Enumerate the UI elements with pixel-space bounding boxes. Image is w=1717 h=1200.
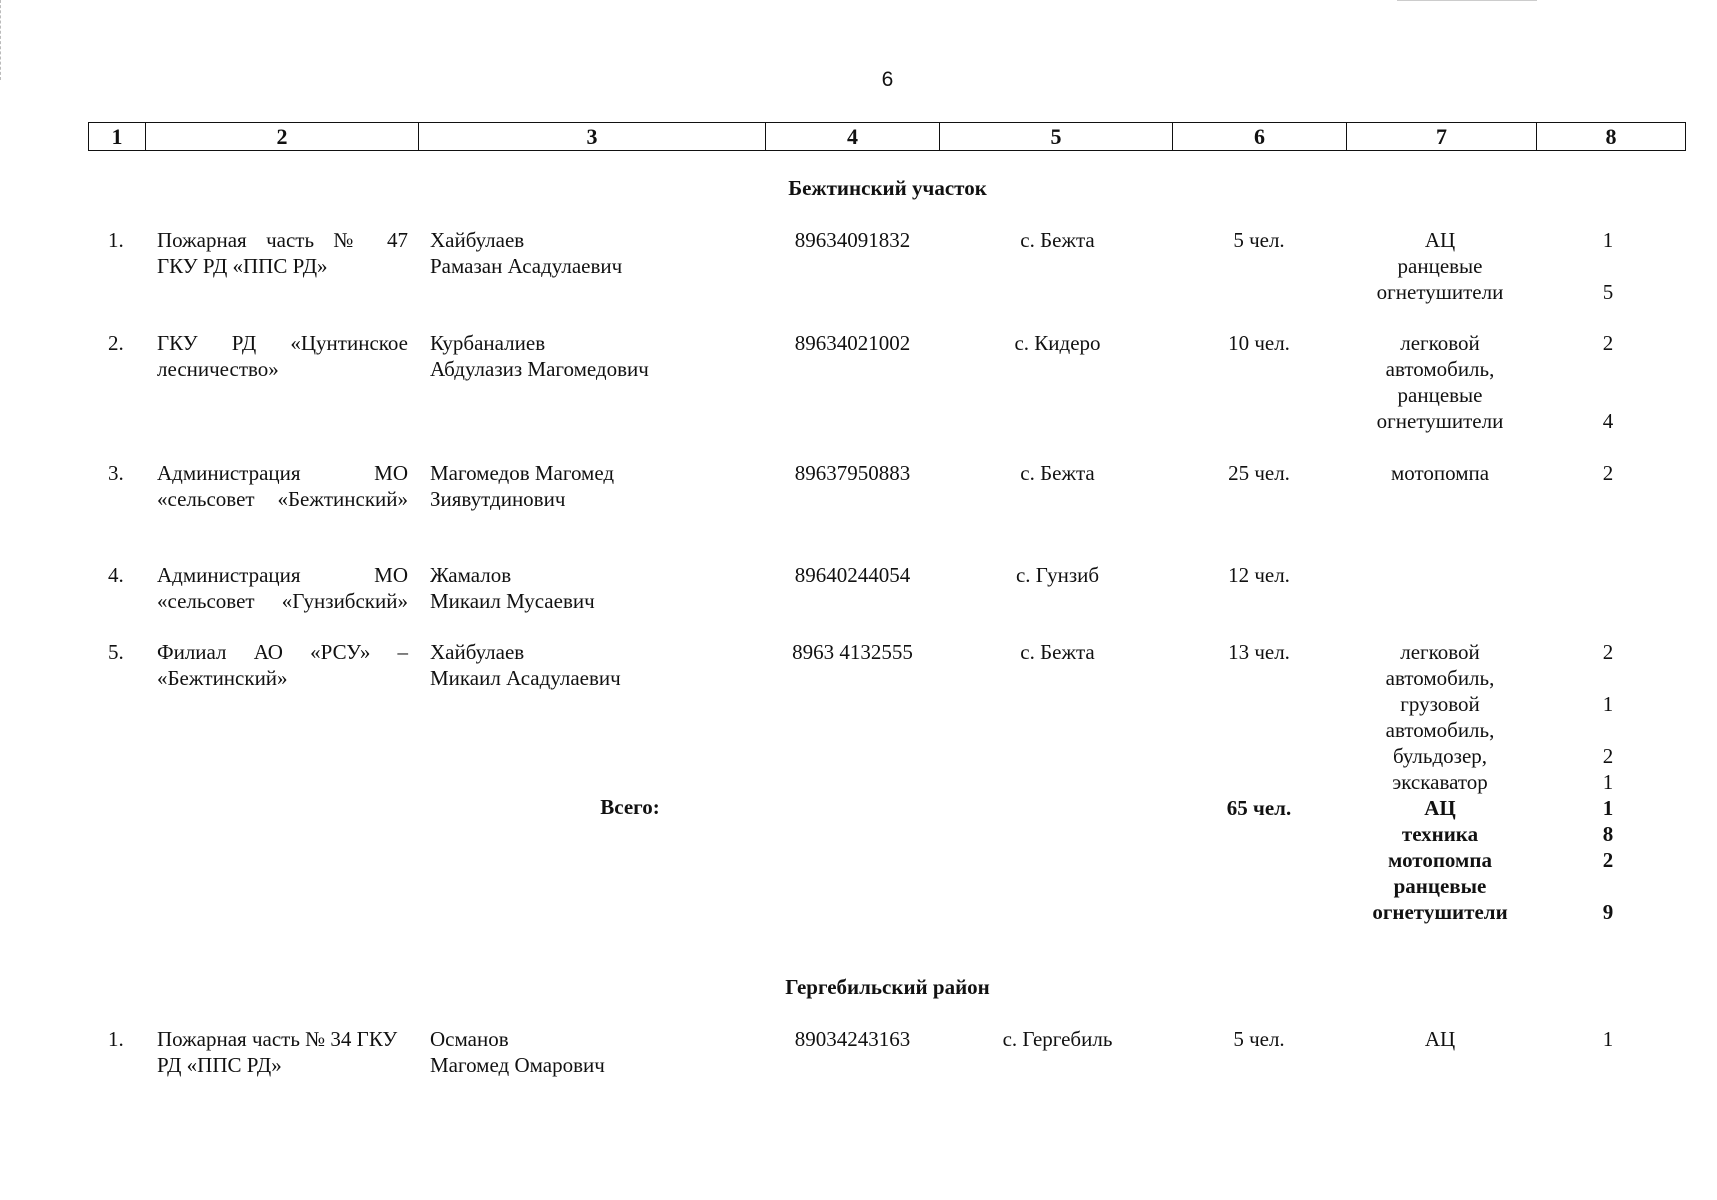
quantity-value: 1	[1602, 1027, 1614, 1051]
responsible-person	[430, 330, 649, 382]
page-number: 6	[881, 68, 894, 91]
person-line: Абдулазиз Магомедович	[430, 357, 649, 381]
equipment-item: АЦ	[1424, 1027, 1456, 1051]
scan-top-rule	[1397, 0, 1537, 1]
equipment-item: автомобиль,	[1385, 357, 1495, 381]
responsible-person	[430, 460, 614, 512]
equipment-item: автомобиль,	[1385, 718, 1495, 742]
equipment-list	[1345, 460, 1535, 486]
total-equipment-quantity	[1590, 795, 1626, 925]
organization-line: «сельсовет «Бежтинский»	[157, 487, 408, 511]
equipment-item: автомобиль,	[1385, 666, 1495, 690]
quantity-value: 1	[1602, 770, 1614, 794]
location: с. Бежта	[1020, 228, 1095, 252]
quantity-value: 2	[1602, 640, 1614, 664]
person-line: Хайбулаев	[430, 228, 525, 252]
responsible-person	[430, 562, 595, 614]
person-line: Жамалов	[430, 563, 512, 587]
organization-line: ГКУ РД «ППС РД»	[157, 254, 328, 278]
responsible-person	[430, 639, 621, 691]
quantity-value: 2	[1602, 848, 1614, 872]
quantity-value: 1	[1602, 228, 1614, 252]
header-col-8: 8	[1537, 123, 1686, 151]
quantity-value: 2	[1602, 331, 1614, 355]
personnel-count: 5 чел.	[1233, 228, 1285, 252]
quantity-value	[1590, 717, 1626, 743]
person-line: Хайбулаев	[430, 640, 525, 664]
total-equipment-list	[1345, 795, 1535, 925]
equipment-item: бульдозер,	[1392, 744, 1488, 768]
column-number-header	[88, 122, 1686, 151]
equipment-item: экскаватор	[1392, 770, 1488, 794]
responsible-person	[430, 1026, 605, 1078]
equipment-item: огнетушители	[1376, 280, 1504, 304]
organization-line: «сельсовет «Гунзибский»	[157, 589, 408, 613]
phone-number: 89637950883	[794, 461, 911, 485]
header-col-2: 2	[146, 123, 419, 151]
row-number: 1.	[108, 1027, 124, 1051]
equipment-item: ранцевые	[1393, 874, 1487, 898]
phone-number: 89634091832	[794, 228, 911, 252]
organization	[157, 1026, 408, 1078]
equipment-item: легковой	[1400, 640, 1480, 664]
quantity-value: 5	[1602, 280, 1614, 304]
organization-line: Пожарная часть № 47	[157, 228, 408, 252]
person-line: Магомедов Магомед	[430, 461, 615, 485]
equipment-item: АЦ	[1424, 796, 1456, 820]
organization-line: Филиал АО «РСУ» –	[157, 640, 408, 664]
phone-number: 89034243163	[794, 1027, 911, 1051]
organization	[157, 639, 408, 691]
row-number: 5.	[108, 640, 124, 664]
equipment-item: мотопомпа	[1388, 848, 1492, 872]
equipment-quantity	[1590, 1026, 1626, 1052]
row-number: 3.	[108, 461, 124, 485]
person-line: Микаил Мусаевич	[430, 589, 595, 613]
quantity-value: 9	[1602, 900, 1614, 924]
personnel-count: 12 чел.	[1228, 563, 1290, 587]
person-line: Магомед Омарович	[430, 1053, 605, 1077]
quantity-value	[1590, 665, 1626, 691]
equipment-item: грузовой	[1400, 692, 1480, 716]
header-col-6: 6	[1173, 123, 1347, 151]
section-title: Бежтинский участок	[788, 176, 987, 200]
equipment-item: ранцевые	[1397, 254, 1483, 278]
quantity-value	[1590, 873, 1626, 899]
location: с. Гергебиль	[1002, 1027, 1113, 1051]
quantity-value: 1	[1602, 692, 1614, 716]
location: с. Бежта	[1020, 640, 1095, 664]
equipment-item: огнетушители	[1372, 900, 1508, 924]
person-line: Зиявутдинович	[430, 487, 566, 511]
equipment-item: легковой	[1400, 331, 1480, 355]
equipment-item: огнетушители	[1376, 409, 1504, 433]
organization	[157, 330, 408, 382]
equipment-list	[1345, 639, 1535, 795]
person-line: Курбаналиев	[430, 331, 546, 355]
quantity-value: 1	[1602, 796, 1614, 820]
personnel-count: 5 чел.	[1233, 1027, 1285, 1051]
phone-number: 89634021002	[794, 331, 911, 355]
phone-number: 8963 4132555	[792, 640, 913, 664]
equipment-item: техника	[1401, 822, 1479, 846]
person-line: Микаил Асадулаевич	[430, 666, 621, 690]
organization-line: ГКУ РД «Цунтинское	[157, 331, 408, 355]
equipment-item: АЦ	[1424, 228, 1456, 252]
equipment-list	[1345, 330, 1535, 434]
person-line: Рамазан Асадулаевич	[430, 254, 623, 278]
quantity-value: 8	[1602, 822, 1614, 846]
quantity-value: 2	[1602, 461, 1614, 485]
organization	[157, 227, 408, 279]
organization-line: лесничество»	[157, 357, 279, 381]
quantity-value	[1590, 253, 1626, 279]
organization	[157, 562, 408, 614]
total-personnel: 65 чел.	[1226, 796, 1292, 820]
equipment-item: мотопомпа	[1390, 461, 1490, 485]
location: с. Кидеро	[1014, 331, 1101, 355]
equipment-list	[1345, 1026, 1535, 1052]
personnel-count: 25 чел.	[1228, 461, 1290, 485]
header-col-4: 4	[766, 123, 940, 151]
responsible-person	[430, 227, 622, 279]
personnel-count: 10 чел.	[1228, 331, 1290, 355]
header-col-1: 1	[89, 123, 146, 151]
equipment-quantity	[1590, 639, 1626, 795]
organization-line: Администрация МО	[157, 563, 408, 587]
row-number: 1.	[108, 228, 124, 252]
location: с. Гунзиб	[1015, 563, 1100, 587]
quantity-value	[1590, 382, 1626, 408]
equipment-item: ранцевые	[1397, 383, 1483, 407]
total-label: Всего:	[600, 795, 660, 819]
equipment-quantity	[1590, 227, 1626, 305]
header-col-7: 7	[1347, 123, 1537, 151]
location: с. Бежта	[1020, 461, 1095, 485]
quantity-value	[1590, 356, 1626, 382]
section-title: Гергебильский район	[785, 975, 990, 999]
organization-line: Администрация МО	[157, 461, 408, 485]
equipment-quantity	[1590, 330, 1626, 434]
personnel-count: 13 чел.	[1228, 640, 1290, 664]
phone-number: 89640244054	[794, 563, 911, 587]
equipment-quantity	[1590, 460, 1626, 486]
quantity-value: 4	[1602, 409, 1614, 433]
organization-line: РД «ППС РД»	[157, 1053, 282, 1077]
quantity-value: 2	[1602, 744, 1614, 768]
organization	[157, 460, 408, 512]
person-line: Османов	[430, 1027, 509, 1051]
header-col-3: 3	[419, 123, 766, 151]
organization-line: «Бежтинский»	[157, 666, 288, 690]
header-col-5: 5	[940, 123, 1173, 151]
organization-line: Пожарная часть № 34 ГКУ	[157, 1027, 398, 1051]
row-number: 2.	[108, 331, 124, 355]
equipment-list	[1345, 227, 1535, 305]
row-number: 4.	[108, 563, 124, 587]
